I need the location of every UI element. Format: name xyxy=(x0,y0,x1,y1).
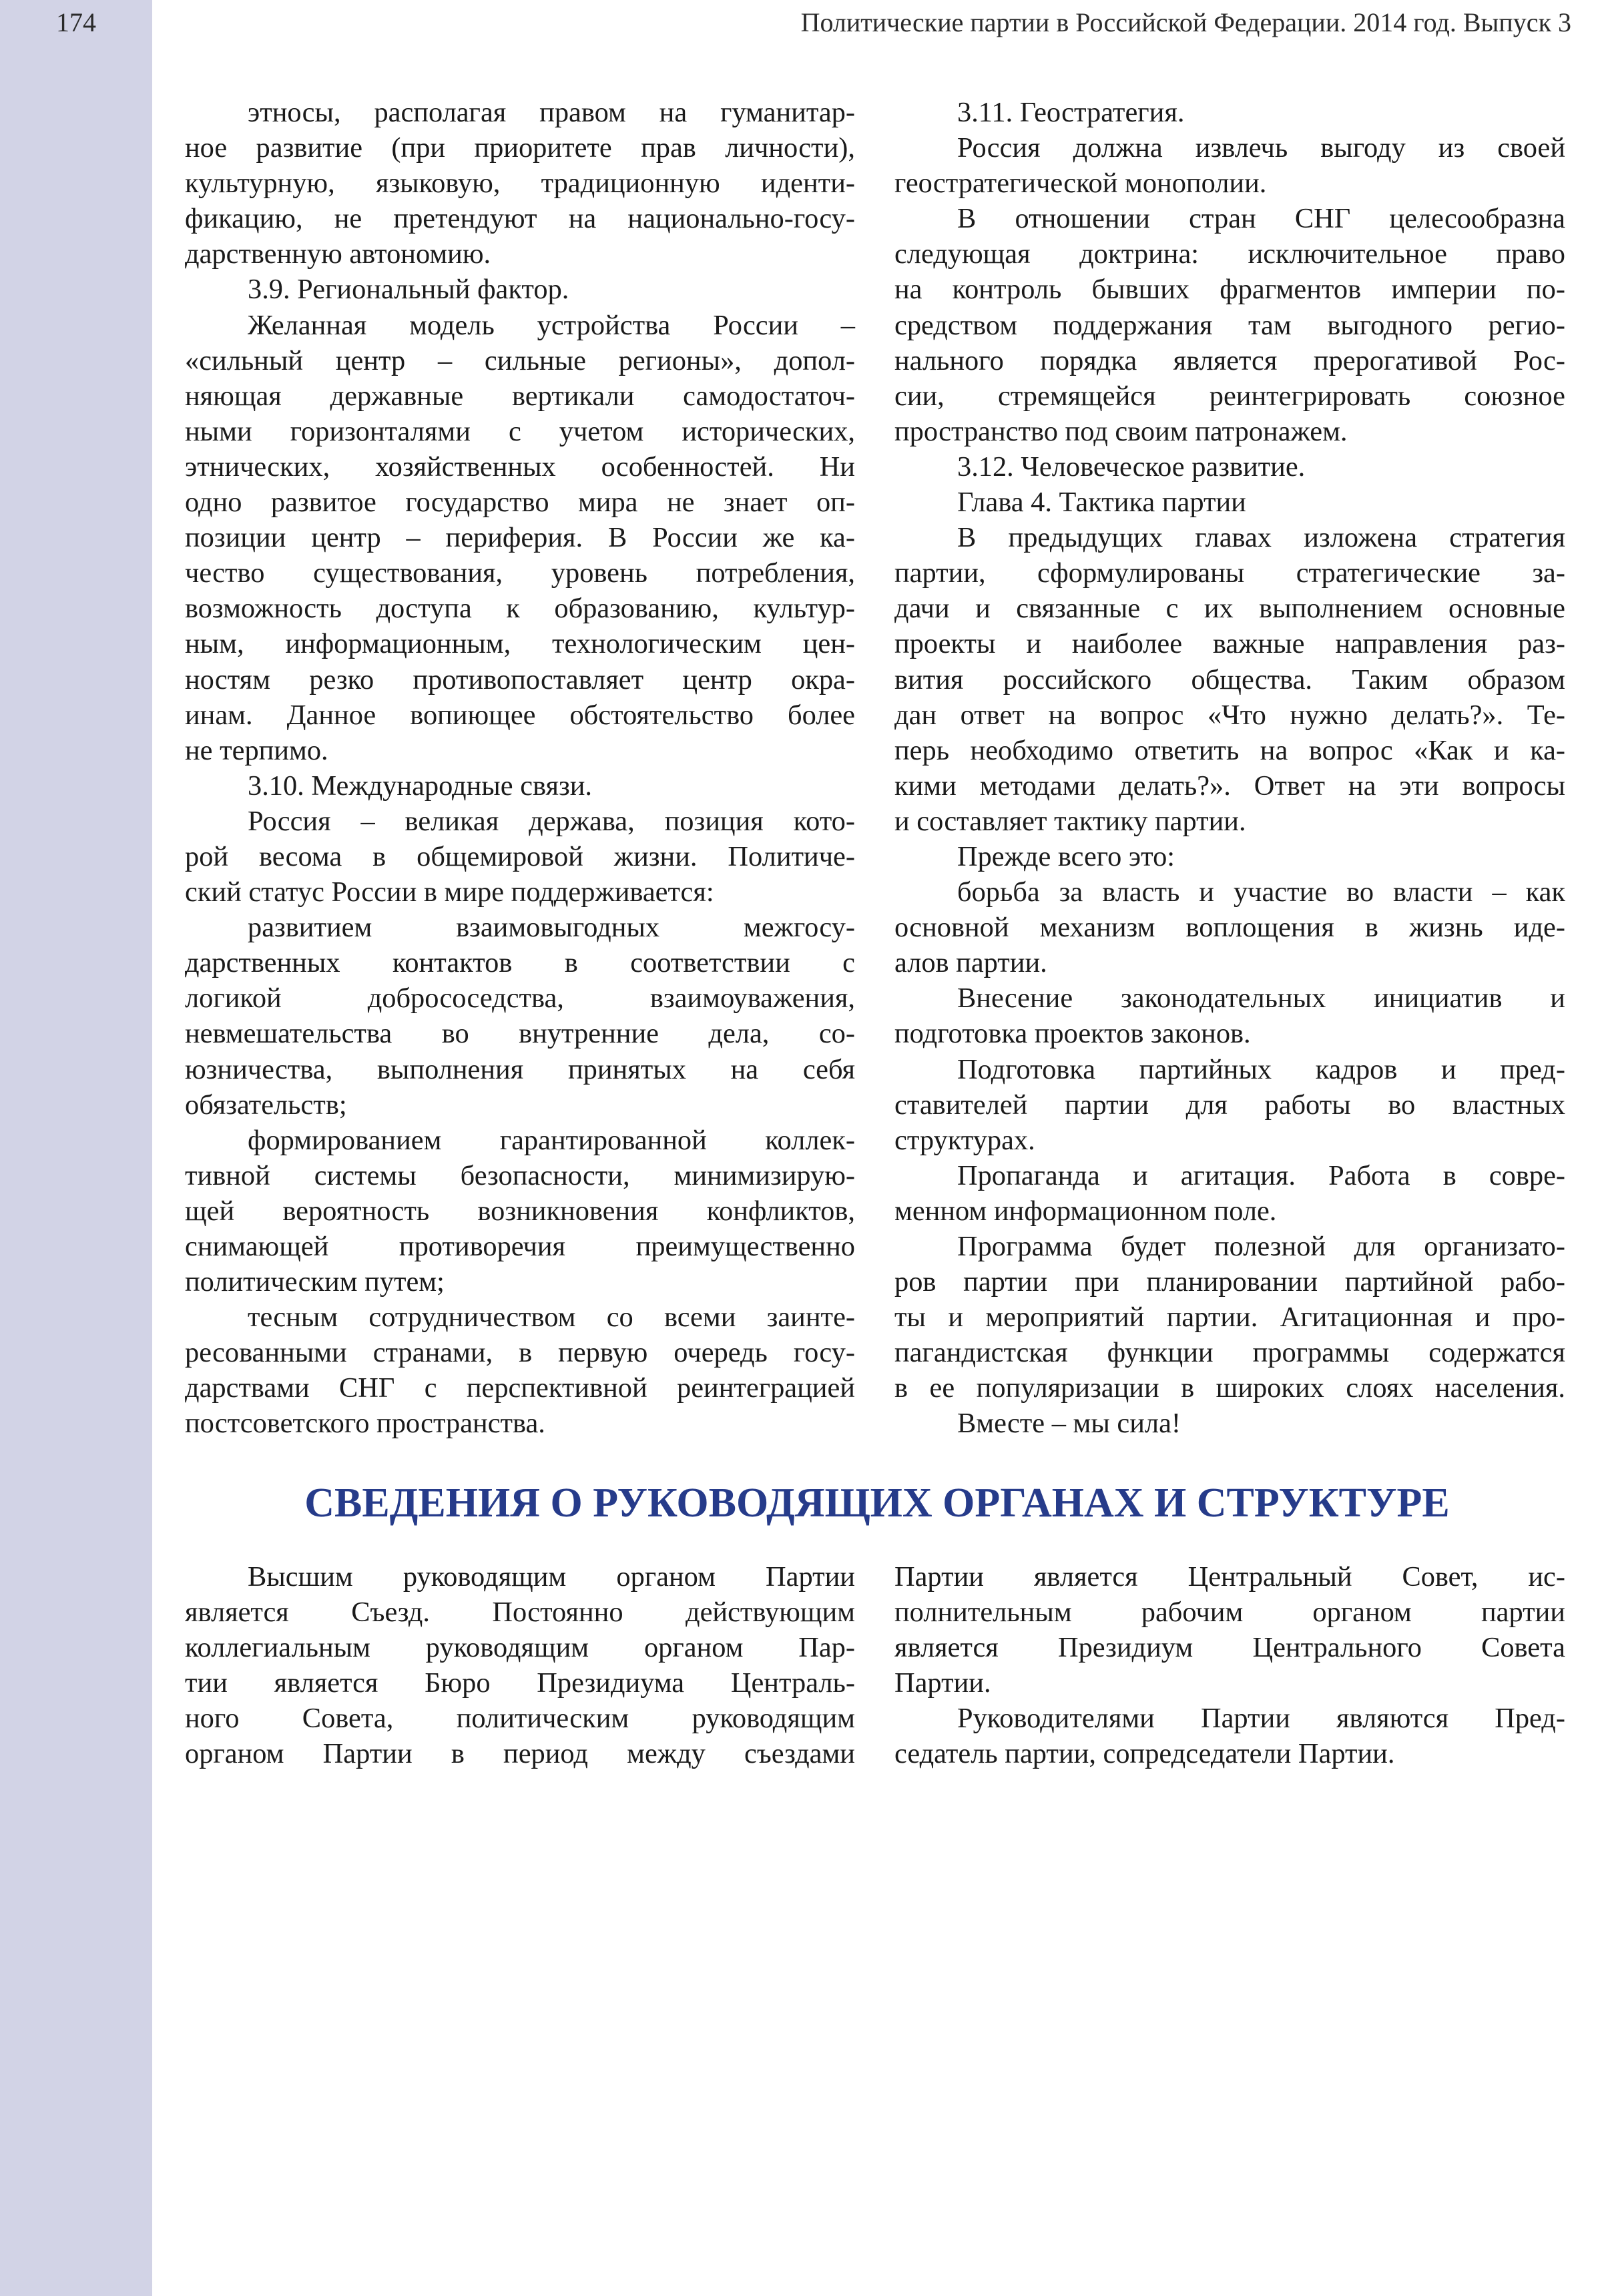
text-line: коллегиальным руководящим органом Пар- xyxy=(185,1632,855,1664)
text-line: является Съезд. Постоянно действующим xyxy=(185,1597,855,1629)
text-line: одно развитое государство мира не знает оп- xyxy=(185,487,855,519)
text-line: возможность доступа к образованию, культур- xyxy=(185,593,855,625)
text-line: кими методами делать?». Ответ на эти вопросы xyxy=(894,770,1565,802)
text-line: геостратегической монополии. xyxy=(894,168,1267,200)
side-band xyxy=(0,0,152,2296)
text-line: ресованными странами, в первую очередь госу- xyxy=(185,1337,855,1369)
text-line: 3.10. Международные связи. xyxy=(248,770,592,802)
text-line: Руководителями Партии являются Пред- xyxy=(957,1703,1565,1735)
text-line: обязательств; xyxy=(185,1089,347,1121)
text-line: позиции центр – периферия. В России же ка- xyxy=(185,522,855,554)
text-line: формированием гарантированной коллек- xyxy=(248,1124,855,1156)
text-line: дарственных контактов в соответствии с xyxy=(185,947,855,979)
text-line: и составляет тактику партии. xyxy=(894,805,1246,837)
text-line: следующая доктрина: исключительное право xyxy=(894,238,1565,270)
left-column xyxy=(185,95,855,1442)
text-line: нального порядка является прерогативой Рос- xyxy=(894,344,1565,376)
text-line: ностям резко противопоставляет центр окра- xyxy=(185,663,855,695)
text-line: чество существования, уровень потребления, xyxy=(185,557,855,589)
text-line: 3.11. Геостратегия. xyxy=(957,97,1185,128)
text-line: 3.9. Региональный фактор. xyxy=(248,274,569,306)
text-line: проекты и наиболее важные направления раз- xyxy=(894,628,1565,660)
text-line: в ее популяризации в широких слоях населения. xyxy=(894,1372,1565,1404)
text-line: Партии является Центральный Совет, ис- xyxy=(894,1561,1565,1593)
text-line: рой весома в общемировой жизни. Политиче- xyxy=(185,840,855,872)
text-line: постсоветского пространства. xyxy=(185,1408,545,1440)
text-line: щей вероятность возникновения конфликтов, xyxy=(185,1195,855,1227)
text-line: снимающей противоречия преимущественно xyxy=(185,1231,855,1262)
text-line: тивной системы безопасности, минимизирую- xyxy=(185,1159,855,1191)
text-line: Партии. xyxy=(894,1667,991,1699)
text-line: основной механизм воплощения в жизнь иде- xyxy=(894,912,1565,944)
text-line: ставителей партии для работы во властных xyxy=(894,1089,1565,1121)
text-line: логикой добрососедства, взаимоуважения, xyxy=(185,982,855,1015)
text-line: Россия – великая держава, позиция кото- xyxy=(248,805,855,837)
text-line: органом Партии в период между съездами xyxy=(185,1738,855,1770)
text-line: менном информационном поле. xyxy=(894,1195,1277,1227)
text-line: ными горизонталями с учетом исторических, xyxy=(185,415,855,447)
text-line: пагандистская функции программы содержатся xyxy=(894,1337,1565,1369)
text-line: Пропаганда и агитация. Работа в совре- xyxy=(957,1159,1565,1191)
section-left-column xyxy=(185,1559,855,1772)
text-line: вития российского общества. Таким образом xyxy=(894,663,1565,695)
text-line: сии, стремящейся реинтегрировать союзное xyxy=(894,380,1565,412)
text-line: В отношении стран СНГ целесообразна xyxy=(957,203,1565,235)
text-line: дарствами СНГ с перспективной реинтеграцией xyxy=(185,1372,855,1404)
text-line: Высшим руководящим органом Партии xyxy=(248,1561,855,1593)
text-line: партии, сформулированы стратегические за- xyxy=(894,557,1565,589)
text-line: этносы, располагая правом на гуманитар- xyxy=(248,97,855,128)
text-line: пространство под своим патронажем. xyxy=(894,415,1348,447)
text-line: ты и мероприятий партии. Агитационная и про- xyxy=(894,1302,1565,1334)
text-line: дачи и связанные с их выполнением основные xyxy=(894,593,1565,625)
text-line: дан ответ на вопрос «Что нужно делать?». Те- xyxy=(894,699,1565,731)
text-line: невмешательства во внутренние дела, со- xyxy=(185,1018,855,1050)
text-line: ным, информационным, технологическим цен- xyxy=(185,628,855,660)
text-line: седатель партии, сопредседатели Партии. xyxy=(894,1738,1395,1770)
text-line: перь необходимо ответить на вопрос «Как и ка- xyxy=(894,734,1565,766)
page-number: 174 xyxy=(56,7,96,37)
text-line: не терпимо. xyxy=(185,734,328,766)
text-line: Вместе – мы сила! xyxy=(957,1408,1181,1440)
text-line: Программа будет полезной для организато- xyxy=(957,1231,1565,1262)
section-right-column xyxy=(894,1559,1565,1772)
text-line: 3.12. Человеческое развитие. xyxy=(957,451,1306,483)
text-line: В предыдущих главах изложена стратегия xyxy=(957,522,1565,554)
text-line: на контроль бывших фрагментов империи по- xyxy=(894,274,1565,306)
text-line: полнительным рабочим органом партии xyxy=(894,1597,1565,1629)
text-line: алов партии. xyxy=(894,947,1047,979)
text-line: подготовка проектов законов. xyxy=(894,1018,1251,1050)
text-line: ров партии при планировании партийной рабо- xyxy=(894,1266,1565,1298)
text-line: Россия должна извлечь выгоду из своей xyxy=(957,132,1565,164)
text-line: структурах. xyxy=(894,1124,1035,1156)
text-line: политическим путем; xyxy=(185,1266,445,1298)
text-line: является Президиум Центрального Совета xyxy=(894,1632,1565,1664)
text-line: фикацию, не претендуют на национально-госу- xyxy=(185,203,855,235)
text-line: Прежде всего это: xyxy=(957,840,1175,872)
text-line: Глава 4. Тактика партии xyxy=(957,487,1246,519)
text-line: юзничества, выполнения принятых на себя xyxy=(185,1053,855,1085)
text-line: средством поддержания там выгодного регио- xyxy=(894,309,1565,341)
text-line: ное развитие (при приоритете прав личности), xyxy=(185,132,855,164)
running-head: Политические партии в Российской Федерации. 2014 год. Выпуск 3 xyxy=(800,7,1571,37)
text-line: дарственную автономию. xyxy=(185,238,491,270)
text-line: культурную, языковую, традиционную иденти- xyxy=(185,168,855,200)
text-line: ного Совета, политическим руководящим xyxy=(185,1703,855,1735)
text-line: ский статус России в мире поддерживается: xyxy=(185,876,714,908)
text-line: Подготовка партийных кадров и пред- xyxy=(957,1053,1565,1085)
right-column xyxy=(894,95,1565,1442)
section-heading: СВЕДЕНИЯ О РУКОВОДЯЩИХ ОРГАНАХ И СТРУКТУРЕ xyxy=(304,1480,1450,1526)
text-line: инам. Данное вопиющее обстоятельство более xyxy=(185,699,855,731)
text-line: тесным сотрудничеством со всеми заинте- xyxy=(248,1302,855,1334)
text-line: Желанная модель устройства России – xyxy=(248,309,855,341)
text-line: няющая державные вертикали самодостаточ- xyxy=(185,380,855,412)
text-line: борьба за власть и участие во власти – как xyxy=(957,876,1565,908)
text-line: этнических, хозяйственных особенностей. Ни xyxy=(185,451,855,483)
text-line: развитием взаимовыгодных межгосу- xyxy=(248,912,855,944)
text-line: «сильный центр – сильные регионы», допол- xyxy=(185,344,855,376)
text-line: тии является Бюро Президиума Централь- xyxy=(185,1667,855,1699)
text-line: Внесение законодательных инициатив и xyxy=(957,982,1565,1015)
